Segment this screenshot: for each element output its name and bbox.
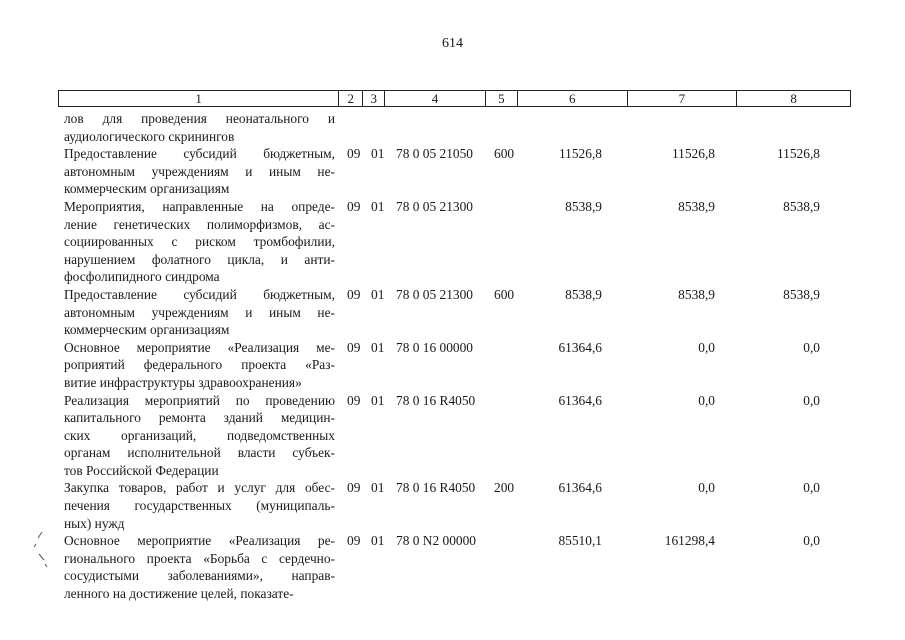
header-col-4: 4 — [385, 91, 486, 106]
description-line: Предоставление субсидий бюджетным, — [64, 286, 335, 302]
header-col-6: 6 — [518, 91, 628, 106]
row-c8-value: 0,0 — [803, 392, 820, 408]
description-line: ление генетических полиморфизмов, ас- — [64, 216, 335, 232]
row-c6-value: 11526,8 — [558, 146, 602, 162]
row-c8-value: 0,0 — [803, 339, 820, 355]
row-c7-value: 11526,8 — [671, 146, 715, 162]
table-row — [0, 145, 905, 198]
table-body — [0, 110, 905, 603]
page-number: 614 — [442, 36, 463, 51]
row-description — [64, 286, 335, 339]
row-c6-value: 8538,9 — [565, 286, 602, 302]
table-row — [0, 392, 905, 480]
table-row — [0, 286, 905, 339]
header-col-1: 1 — [59, 91, 339, 106]
description-line: роприятий федерального проекта «Раз- — [64, 357, 335, 373]
description-line: нарушением фолатного цикла, и анти- — [64, 251, 335, 267]
row-c8-value: 0,0 — [803, 533, 820, 549]
header-col-8: 8 — [790, 91, 797, 106]
description-line: гионального проекта «Борьба с сердечно- — [64, 550, 335, 566]
row-c7-value: 161298,4 — [664, 533, 715, 549]
row-c8-value: 8538,9 — [783, 286, 820, 302]
row-c6-value: 61364,6 — [558, 392, 602, 408]
row-c2-value: 09 — [347, 286, 361, 302]
row-c5-value: 600 — [494, 286, 515, 302]
row-c5-value: 600 — [494, 146, 515, 162]
row-c4-value: 78 0 16 R4050 — [396, 480, 476, 496]
description-line: автономным учреждениям и иным не- — [64, 304, 335, 320]
description-line: социированных с риском тромбофилии, — [64, 234, 335, 250]
row-description — [64, 392, 335, 480]
row-c7-value: 8538,9 — [678, 198, 715, 214]
header-col-5: 5 — [486, 91, 518, 106]
row-c2-value: 09 — [347, 146, 361, 162]
header-col-7: 7 — [628, 91, 738, 106]
row-description — [64, 339, 335, 392]
row-c6-value: 8538,9 — [565, 198, 602, 214]
row-c3-value: 01 — [371, 339, 385, 355]
table-row — [0, 339, 905, 392]
header-col-2: 2 — [339, 91, 363, 106]
description-line: органам исполнительной власти субъек- — [64, 445, 335, 461]
header-col-3: 3 — [363, 91, 385, 106]
description-line: Мероприятия, направленные на опреде- — [64, 198, 335, 214]
row-c3-value: 01 — [371, 286, 385, 302]
description-line: Основное мероприятие «Реализация ме- — [64, 339, 335, 355]
description-line: печения государственных (муниципаль- — [64, 498, 335, 514]
row-c8-value: 11526,8 — [776, 146, 820, 162]
description-line: тов Российской Федерации — [64, 462, 219, 478]
row-c6-value: 61364,6 — [558, 480, 602, 496]
description-line: автономным учреждениям и иным не- — [64, 163, 335, 179]
row-c4-value: 78 0 05 21050 — [396, 146, 473, 162]
row-c4-value: 78 0 05 21300 — [396, 286, 473, 302]
row-c4-value: 78 0 16 00000 — [396, 339, 473, 355]
description-line: витие инфраструктуры здравоохранения» — [64, 374, 302, 390]
row-c2-value: 09 — [347, 392, 361, 408]
row-c8-value: 0,0 — [803, 480, 820, 496]
row-description — [64, 479, 335, 532]
description-line: капитального ремонта зданий медицин- — [64, 410, 335, 426]
row-c4-value: 78 0 05 21300 — [396, 198, 473, 214]
row-c7-value: 0,0 — [698, 392, 715, 408]
table-header — [58, 90, 851, 107]
description-line: ских организаций, подведомственных — [64, 427, 335, 443]
description-line: лов для проведения неонатального и — [64, 111, 335, 126]
row-c6-value: 85510,1 — [558, 533, 602, 549]
description-line: Реализация мероприятий по проведению — [64, 392, 335, 408]
row-c4-value: 78 0 N2 00000 — [396, 533, 476, 549]
row-description — [64, 145, 335, 198]
row-c3-value: 01 — [371, 533, 385, 549]
row-c7-value: 0,0 — [698, 339, 715, 355]
row-c2-value: 09 — [347, 533, 361, 549]
row-c3-value: 01 — [371, 480, 385, 496]
row-c6-value: 61364,6 — [558, 339, 602, 355]
description-line: фосфолипидного синдрома — [64, 269, 220, 285]
row-c2-value: 09 — [347, 480, 361, 496]
description-line: коммерческим организациям — [64, 322, 230, 338]
description-line: сосудистыми заболеваниями», направ- — [64, 568, 335, 584]
row-c3-value: 01 — [371, 198, 385, 214]
description-line: ленного на достижение целей, показате- — [64, 586, 294, 602]
description-line: аудиологического скринингов — [64, 128, 235, 144]
description-line: Закупка товаров, работ и услуг для обес- — [64, 480, 335, 496]
row-c7-value: 0,0 — [698, 480, 715, 496]
row-c4-value: 78 0 16 R4050 — [396, 392, 476, 408]
row-description — [64, 198, 335, 286]
row-c5-value: 200 — [494, 480, 515, 496]
row-c3-value: 01 — [371, 392, 385, 408]
margin-pencil-mark — [32, 530, 48, 570]
row-c8-value: 8538,9 — [783, 198, 820, 214]
table-row — [0, 198, 905, 286]
row-c2-value: 09 — [347, 339, 361, 355]
table-row — [0, 479, 905, 532]
description-line: Основное мероприятие «Реализация ре- — [64, 533, 335, 549]
row-c7-value: 8538,9 — [678, 286, 715, 302]
row-description — [64, 110, 335, 145]
description-line: коммерческим организациям — [64, 181, 230, 197]
description-line: Предоставление субсидий бюджетным, — [64, 146, 335, 162]
table-row — [0, 532, 905, 602]
row-c2-value: 09 — [347, 198, 361, 214]
row-c3-value: 01 — [371, 146, 385, 162]
table-row — [0, 110, 905, 145]
description-line: ных) нужд — [64, 515, 125, 531]
row-description — [64, 532, 335, 602]
